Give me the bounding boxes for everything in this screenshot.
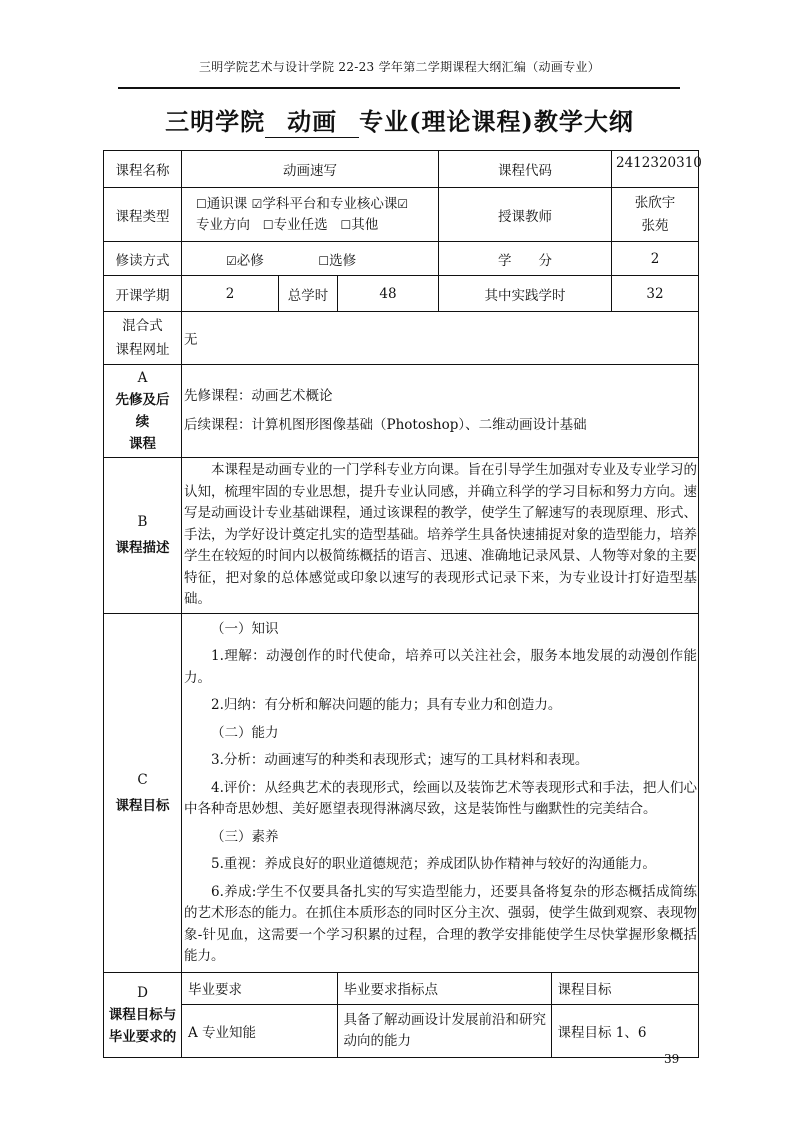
checkbox-optional[interactable]: ☐ <box>318 253 330 268</box>
prerequisite-courses: 先修课程：动画艺术概论 <box>184 388 333 404</box>
study-mode-label: 修读方式 <box>104 242 182 276</box>
semester-value: 2 <box>182 276 279 312</box>
course-url-label-2: 课程网址 <box>115 342 170 358</box>
option-general: 通识课 <box>206 195 248 212</box>
course-type-options <box>182 188 439 242</box>
checkbox-required[interactable]: ☑ <box>226 253 237 268</box>
objective-3: 3.分析：动画速写的种类和表现形式；速写的工具材料和表现。 <box>211 752 589 768</box>
header-graduation-requirement: 毕业要求 <box>182 973 337 1005</box>
section-b-label <box>104 458 182 614</box>
course-type-label: 课程类型 <box>104 188 182 242</box>
option-direction: 专业方向 <box>196 216 250 233</box>
section-c-row <box>104 613 699 972</box>
checkbox-elective[interactable]: ☐ <box>262 217 274 232</box>
objective-4: 4.评价：从经典艺术的表现形式，绘画以及装饰艺术等表现形式和手法，把人们心中各种奇思妙想、美好愿望表现得淋漓尽致，这是装饰性与幽默性的完美结合。 <box>184 779 697 817</box>
practice-hours-label: 其中实践学时 <box>439 276 612 312</box>
option-optional: 选修 <box>329 252 357 269</box>
header-rule <box>118 87 680 89</box>
section-d-row <box>104 972 699 1057</box>
section-c-label <box>104 613 182 972</box>
objective-6: 6.养成:学生不仅要具备扎实的写实造型能力，还要具备将复杂的形态概括成简练的艺术形态的能力。在抓住本质形态的同时区分主次、强弱，使学生做到观察、表现物象-针见血，这需要一个学习积累的过程，合理的教学安排能使学生尽快掌握形象概括能力。 <box>184 883 697 964</box>
option-required: 必修 <box>236 252 264 269</box>
section-b-row <box>104 458 699 614</box>
knowledge-heading: （一）知识 <box>211 620 279 637</box>
teacher-label: 授课教师 <box>439 188 612 242</box>
objective-1: 1.理解：动漫创作的时代使命，培养可以关注社会，服务本地发展的动漫创作能力。 <box>184 648 697 686</box>
section-b-title: 课程描述 <box>115 540 170 557</box>
section-a-row <box>104 365 699 458</box>
header-course-objective: 课程目标 <box>551 973 698 1005</box>
section-d-letter: D <box>137 984 148 1001</box>
section-c-letter: C <box>137 771 148 788</box>
requirements-header-row <box>182 973 698 1005</box>
section-b-content <box>182 458 699 614</box>
credit-value: 2 <box>612 242 699 276</box>
section-a-label <box>104 365 182 458</box>
title-prefix: 三明学院 <box>165 107 266 136</box>
study-mode-options <box>182 242 439 276</box>
row-course-url <box>104 312 699 365</box>
credit-label: 学 分 <box>439 242 612 276</box>
checkbox-core[interactable]: ☑ <box>251 196 263 211</box>
section-a-title-3: 课程 <box>129 436 156 452</box>
course-url-label-1: 混合式 <box>122 318 163 334</box>
title-suffix: 专业(理论课程)教学大纲 <box>359 107 634 136</box>
total-hours-value: 48 <box>338 276 439 312</box>
section-a-letter: A <box>137 370 148 386</box>
course-type-line-2 <box>196 215 434 236</box>
section-d-content <box>182 972 699 1057</box>
graduation-requirements-table <box>182 973 698 1057</box>
option-elective: 专业任选 <box>273 216 328 233</box>
course-description: 本课程是动画专业的一门学科专业方向课。旨在引导学生加强对专业及专业学习的认知，梳理牢固的专业思想，提升专业认同感，并确立科学的学习目标和努力方向。速写是动画设计专业基础课程，通过该课程的教学，使学生了解速写的表现原理、形式、手法，为学好设计奠定扎实的造型基础。培养学生具备快速捕捉对象的造型能力，培养学生在较短的时间内以极简练概括的语言、迅速、准确地记录风景、人物等对象的主要特征，把对象的总体感觉或印象以速写的表现形式记录下来，为专业设计打好造型基础。 <box>184 462 697 607</box>
section-b-letter: B <box>137 514 148 531</box>
practice-hours-value: 32 <box>612 276 699 312</box>
course-code-value: 2412320310 <box>612 151 699 188</box>
course-url-label <box>104 312 182 365</box>
running-header: 三明学院艺术与设计学院 22-23 学年第二学期课程大纲汇编（动画专业） <box>198 60 601 74</box>
section-c-content <box>182 613 699 972</box>
title-major: 动画 <box>265 107 359 138</box>
section-d-title-1: 课程目标与 <box>108 1006 177 1023</box>
course-url-value: 无 <box>182 312 699 365</box>
checkbox-other[interactable]: ☐ <box>340 217 352 232</box>
teacher-values <box>612 188 699 242</box>
section-a-title-2: 续 <box>135 414 150 430</box>
course-code-label: 课程代码 <box>439 151 612 188</box>
course-name-value: 动画速写 <box>182 151 439 188</box>
section-d-label <box>104 972 182 1057</box>
checkbox-direction[interactable]: ☑ <box>397 196 409 211</box>
objective-5: 5.重视：养成良好的职业道德规范；养成团队协作精神与较好的沟通能力。 <box>211 856 656 872</box>
checkbox-general[interactable]: ☐ <box>196 196 207 211</box>
course-objective-cell: 课程目标 1、6 <box>551 1005 698 1057</box>
row-semester <box>104 276 699 312</box>
graduation-requirement-cell: A 专业知能 <box>182 1005 337 1057</box>
row-course-name <box>104 151 699 188</box>
course-type-line-1 <box>196 194 434 215</box>
teacher-1: 张欣宇 <box>634 194 676 211</box>
row-course-type <box>104 188 699 242</box>
objective-2: 2.归纳：有分析和解决问题的能力；具有专业力和创造力。 <box>211 697 562 713</box>
page-number: 39 <box>664 1052 680 1066</box>
option-core: 学科平台和专业核心课 <box>262 195 398 212</box>
total-hours-label: 总学时 <box>279 276 338 312</box>
header-requirement-indicator: 毕业要求指标点 <box>337 973 551 1005</box>
section-d-title-2: 毕业要求的 <box>108 1028 177 1045</box>
option-other: 其他 <box>351 216 379 233</box>
follow-up-courses: 后续课程：计算机图形图像基础（Photoshop）、二维动画设计基础 <box>184 417 587 433</box>
section-a-content <box>182 365 699 458</box>
semester-label: 开课学期 <box>104 276 182 312</box>
document-title <box>0 102 799 138</box>
syllabus-table <box>103 150 702 1058</box>
quality-heading: （三）素养 <box>211 828 279 845</box>
ability-heading: （二）能力 <box>211 724 279 741</box>
section-c-title: 课程目标 <box>115 797 170 814</box>
section-a-title-1: 先修及后 <box>115 392 170 408</box>
course-name-label: 课程名称 <box>104 151 182 188</box>
row-study-mode <box>104 242 699 276</box>
requirement-indicator-cell: 具备了解动画设计发展前沿和研究动向的能力 <box>337 1005 551 1057</box>
requirements-row <box>182 1005 698 1057</box>
teacher-2: 张苑 <box>641 217 669 234</box>
